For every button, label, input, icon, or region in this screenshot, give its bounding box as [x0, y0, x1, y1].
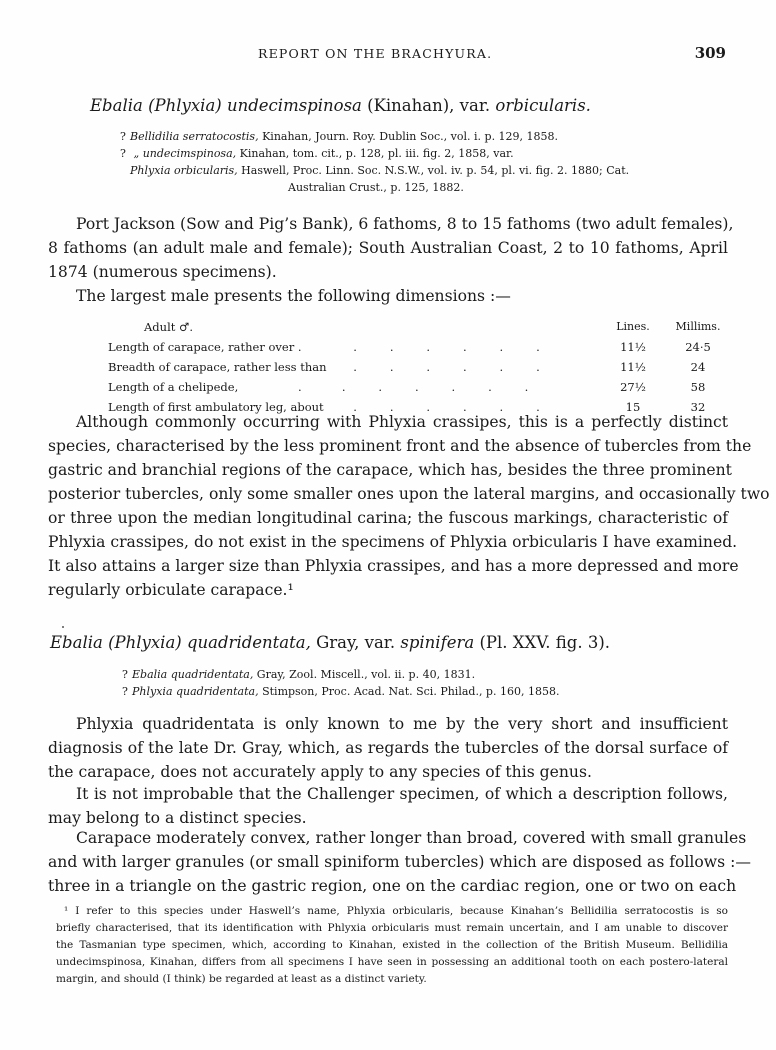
table-row: Length of a chelipede, . . . . . . . 27½ 58	[108, 380, 706, 394]
synonym-line: ? „ undecimspinosa, Kinahan, tom. cit., p. 128, pl. iii. fig. 2, 1858, var.	[120, 147, 514, 160]
page-header	[48, 44, 728, 66]
locality-paragraph: Port Jackson (Sow and Pig’s Bank), 6 fathoms, 8 to 15 fathoms (two adult females), 8 fathoms (an adult male and female); South Australian Coast, 2 to 10 fathoms, April 1874 (numerous specimens).	[48, 215, 734, 281]
table-row: Breadth of carapace, rather less than . . . . . . 11½ 24	[108, 360, 706, 374]
running-head: REPORT ON THE BRACHYURA.	[258, 46, 493, 61]
synonym-line: Phlyxia orbicularis, Haswell, Proc. Linn. Soc. N.S.W., vol. iv. p. 54, pl. vi. fig. 2. 1880; Cat.	[130, 164, 630, 177]
page-number: 309	[694, 44, 726, 62]
heading-species: undecimspinosa	[226, 96, 362, 115]
dimensions-intro: The largest male presents the following dimensions :—	[76, 287, 511, 305]
species-heading-2: Ebalia (Phlyxia) quadridentata, Gray, var. spinifera (Pl. XXV. fig. 3).	[50, 633, 610, 652]
heading-author: (Kinahan), var.	[367, 96, 491, 115]
species-heading-1	[90, 96, 591, 115]
stray-mark	[62, 626, 64, 628]
table-header: Adult ♂. Lines. Millims.	[144, 320, 721, 334]
paragraph: Carapace moderately convex, rather longer than broad, covered with small granules and with larger granules (or small spiniform tubercles) which are disposed as follows :— three in a triangle on the gastric region, one on the cardiac region, one or two on each	[48, 829, 751, 895]
synonym-line: ? Bellidilia serratocostis, Kinahan, Journ. Roy. Dublin Soc., vol. i. p. 129, 1858.	[120, 130, 559, 143]
synonym-line: Australian Crust., p. 125, 1882.	[288, 181, 464, 194]
paragraph: It is not improbable that the Challenger specimen, of which a description follows, may belong to a distinct species.	[48, 785, 728, 827]
synonym-line: ? Ebalia quadridentata, Gray, Zool. Miscell., vol. ii. p. 40, 1831.	[122, 668, 476, 681]
dimensions-table	[108, 320, 728, 420]
table-row: Length of carapace, rather over . . . . . . . 11½ 24·5	[108, 340, 711, 354]
heading-variety: orbicularis.	[495, 96, 591, 115]
heading-genus: Ebalia	[90, 96, 143, 115]
discussion-paragraph: Although commonly occurring with Phlyxia crassipes, this is a perfectly distinct species, characterised by the less prominent front and the absence of tubercles from the gastric and branchial regions of the carapace, which has, besides the three prominent posterior tubercles, only some smaller ones upon the lateral margins, and occasionally two or three upon the median longitudinal carina; the fuscous markings, characteristic of Phlyxia crassipes, do not exist in the specimens of Phlyxia orbicularis I have examined. It also attains a larger size than Phlyxia crassipes, and has a more depressed and more regularly orbiculate carapace.¹	[48, 413, 770, 599]
paragraph: Phlyxia quadridentata is only known to me by the very short and insufficient diagnosis of the late Dr. Gray, which, as regards the tubercles of the dorsal surface of the carapace, does not accurately apply to any species of this genus.	[48, 715, 728, 781]
synonym-line: ? Phlyxia quadridentata, Stimpson, Proc. Acad. Nat. Sci. Philad., p. 160, 1858.	[122, 685, 560, 698]
footnote: ¹ I refer to this species under Haswell’s name, Phlyxia orbicularis, because Kinahan’s Bellidilia serratocostis is so briefly characterised, that its identification with Phlyxia orbicularis must remain uncertain, and I am unable to discover the Tasmanian type specimen, which, according to Kinahan, existed in the collection of the British Museum. Bellidilia undecimspinosa, Kinahan, differs from all specimens I have seen in possessing an additional tooth on each postero-lateral margin, and should (I think) be regarded at least as a distinct variety.	[56, 905, 728, 985]
table-row: Length of first ambulatory leg, about . . . . . . 15 32	[108, 400, 706, 414]
heading-subgenus: (Phlyxia)	[148, 96, 222, 115]
